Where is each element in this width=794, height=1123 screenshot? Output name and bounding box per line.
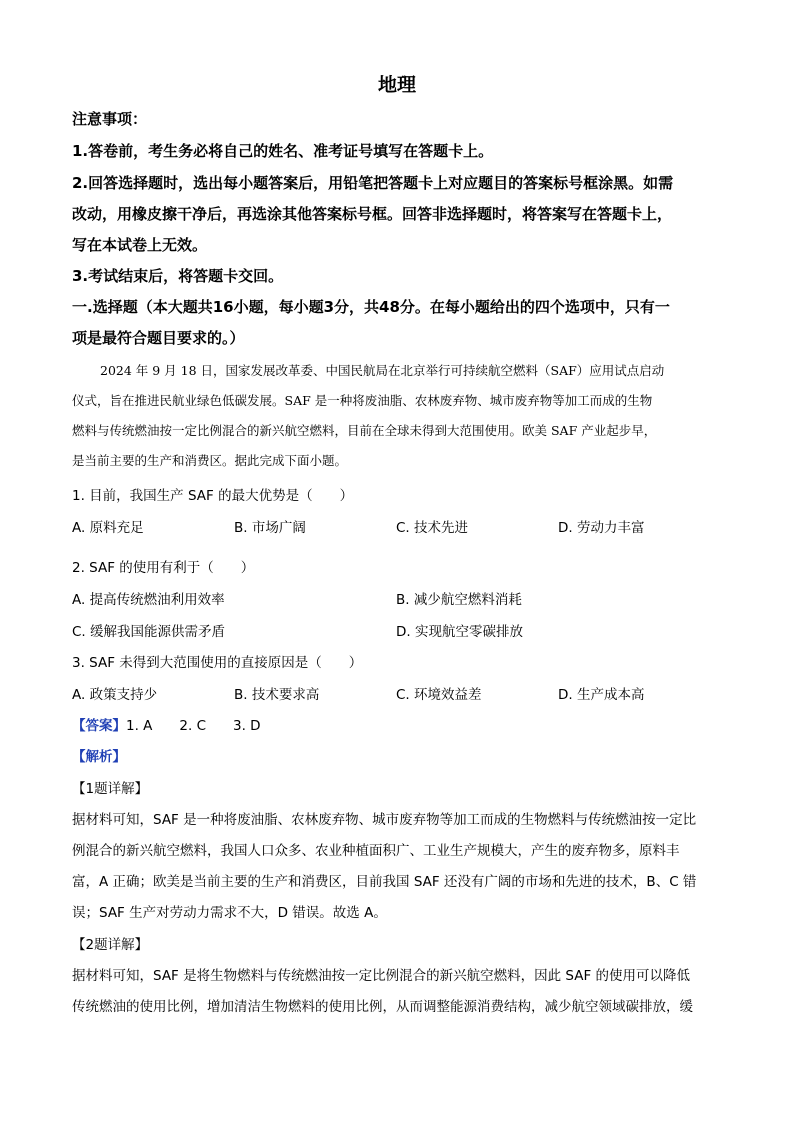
section-heading-line-2: 项是最符合题目要求的。） — [72, 329, 245, 347]
answer-value: 1. A 2. C 3. D — [126, 718, 261, 734]
question-1-option-b: B. 市场广阔 — [234, 520, 306, 536]
question-1-stem: 1. 目前，我国生产 SAF 的最大优势是（ ） — [72, 488, 354, 504]
question-2-option-b: B. 减少航空燃料消耗 — [396, 592, 522, 608]
detail-1-line-3: 富，A 正确；欧美是当前主要的生产和消费区，目前我国 SAF 还没有广阔的市场和先进的技术，B、C 错 — [72, 874, 697, 890]
notice-line-3: 改动，用橡皮擦干净后，再选涂其他答案标号框。回答非选择题时，将答案写在答题卡上， — [72, 205, 673, 223]
page-title: 地理 — [377, 74, 416, 96]
question-2-option-d: D. 实现航空零碳排放 — [396, 624, 523, 640]
notice-line-5: 3.考试结束后，将答题卡交回。 — [72, 267, 284, 285]
question-2-option-c: C. 缓解我国能源供需矛盾 — [72, 624, 226, 640]
question-3-option-b: B. 技术要求高 — [234, 687, 320, 703]
material-line-2: 仪式，旨在推进民航业绿色低碳发展。SAF 是一种将废油脂、农林废弃物、城市废弃物等加工而成的生物 — [72, 393, 653, 408]
question-1-option-d: D. 劳动力丰富 — [558, 520, 645, 536]
material-line-3: 燃料与传统燃油按一定比例混合的新兴航空燃料，目前在全球未得到大范围使用。欧美 SAF 产业起步早， — [72, 423, 657, 438]
question-1-option-c: C. 技术先进 — [396, 520, 469, 536]
question-1-option-a: A. 原料充足 — [72, 520, 144, 536]
material-line-1: 2024 年 9 月 18 日，国家发展改革委、中国民航局在北京举行可持续航空燃料（SAF）应用试点启动 — [100, 363, 665, 378]
notice-line-1: 1.答卷前，考生务必将自己的姓名、准考证号填写在答题卡上。 — [72, 142, 494, 160]
material-line-4: 是当前主要的生产和消费区。据此完成下面小题。 — [72, 453, 348, 468]
detail-1-line-2: 例混合的新兴航空燃料，我国人口众多、农业种植面积广、工业生产规模大，产生的废弃物多，原料丰 — [72, 843, 680, 859]
detail-2-line-2: 传统燃油的使用比例，增加清洁生物燃料的使用比例，从而调整能源消费结构，减少航空领域碳排放，缓 — [72, 999, 693, 1015]
answer-line — [72, 714, 261, 734]
question-2-stem: 2. SAF 的使用有利于（ ） — [72, 560, 255, 576]
detail-1-line-4: 误；SAF 生产对劳动力需求不大，D 错误。故选 A。 — [72, 905, 387, 921]
notice-line-4: 写在本试卷上无效。 — [72, 236, 208, 254]
answer-tag: 【答案】 — [72, 718, 126, 734]
question-3-option-c: C. 环境效益差 — [396, 687, 482, 703]
section-heading-line-1: 一.选择题（本大题共16小题，每小题3分，共48分。在每小题给出的四个选项中，只有一 — [72, 298, 670, 316]
question-3-option-a: A. 政策支持少 — [72, 687, 158, 703]
question-3-stem: 3. SAF 未得到大范围使用的直接原因是（ ） — [72, 655, 363, 671]
detail-2-tag: 【2题详解】 — [72, 937, 149, 953]
notice-heading: 注意事项： — [72, 110, 148, 128]
question-2-option-a: A. 提高传统燃油利用效率 — [72, 592, 225, 608]
question-3-option-d: D. 生产成本高 — [558, 687, 645, 703]
detail-2-line-1: 据材料可知，SAF 是将生物燃料与传统燃油按一定比例混合的新兴航空燃料，因此 SAF 的使用可以降低 — [72, 968, 691, 984]
notice-line-2: 2.回答选择题时，选出每小题答案后，用铅笔把答题卡上对应题目的答案标号框涂黑。如需 — [72, 174, 674, 192]
detail-1-line-1: 据材料可知，SAF 是一种将废油脂、农林废弃物、城市废弃物等加工而成的生物燃料与传统燃油按一定比 — [72, 812, 697, 828]
analysis-tag: 【解析】 — [72, 749, 126, 765]
detail-1-tag: 【1题详解】 — [72, 781, 149, 797]
